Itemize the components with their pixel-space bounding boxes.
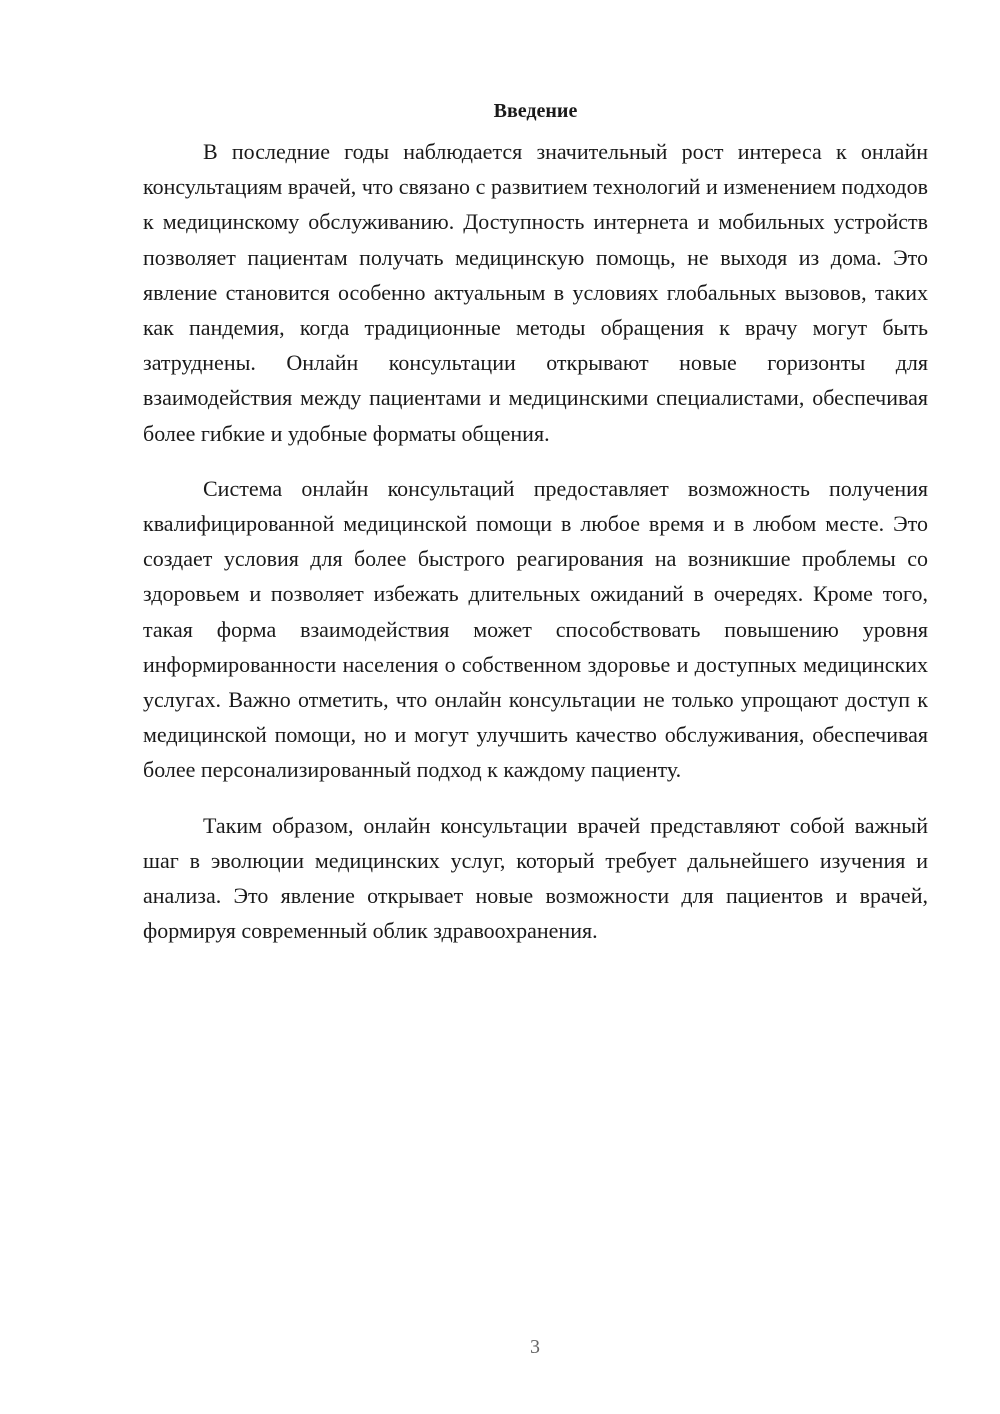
page-content	[143, 96, 928, 968]
page-number: 3	[530, 1336, 540, 1358]
paragraph-2: Система онлайн консультаций предоставляет возможность получения квалифицированной медицинской помощи в любое время и в любом месте. Это создает условия для более быстрого реагирования на возникшие проблемы со здоровьем и позволяет избежать длительных ожиданий в очередях. Кроме того, такая форма взаимодействия может способствовать повышению уровня информированности населения о собственном здоровье и доступных медицинских услугах. Важно отметить, что онлайн консультации не только упрощают доступ к медицинской помощи, но и могут улучшить качество обслуживания, обеспечивая более персонализированный подход к каждому пациенту.	[143, 475, 928, 783]
paragraph-1: В последние годы наблюдается значительный рост интереса к онлайн консультациям врачей, что связано с развитием технологий и изменением подходов к медицинскому обслуживанию. Доступность интернета и мобильных устройств позволяет пациентам получать медицинскую помощь, не выходя из дома. Это явление становится особенно актуальным в условиях глобальных вызовов, таких как пандемия, когда традиционные методы обращения к врачу могут быть затруднены. Онлайн консультации открывают новые горизонты для взаимодействия между пациентами и медицинскими специалистами, обеспечивая более гибкие и удобные форматы общения.	[143, 139, 928, 446]
paragraph-3: Таким образом, онлайн консультации врачей представляют собой важный шаг в эволюции медицинских услуг, который требует дальнейшего изучения и анализа. Это явление открывает новые возможности для пациентов и врачей, формируя современный облик здравоохранения.	[143, 812, 928, 944]
section-heading: Введение	[493, 100, 578, 122]
